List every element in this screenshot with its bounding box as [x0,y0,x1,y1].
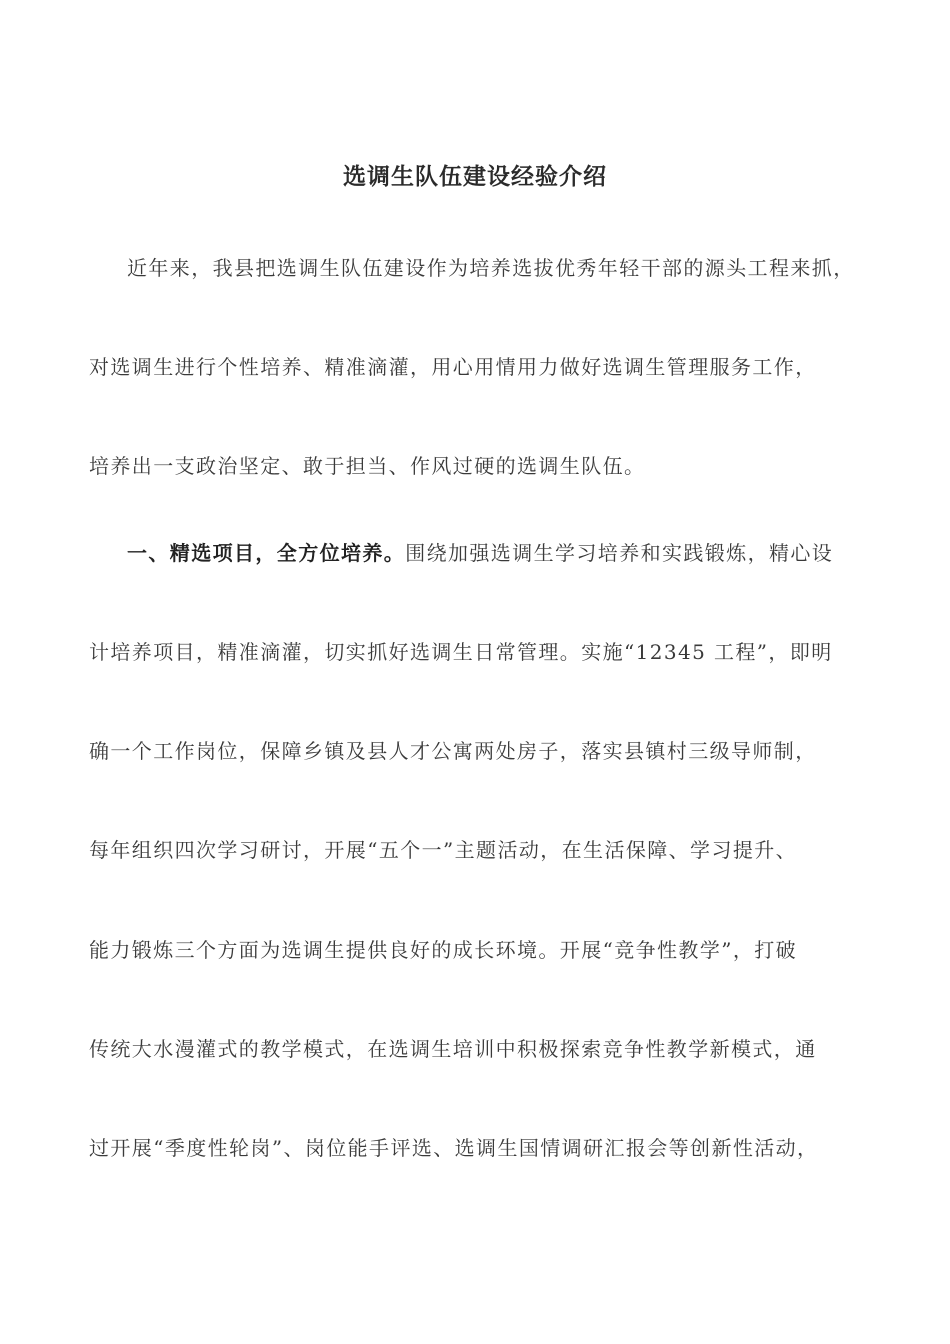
paragraph-line: 能力锻炼三个方面为选调生提供良好的成长环境。开展“竞争性教学”，打破 [89,938,798,962]
section-first-line [127,538,879,568]
paragraph-line: 传统大水漫灌式的教学模式，在选调生培训中积极探索竞争性教学新模式，通 [89,1037,817,1061]
paragraph-line: 确一个工作岗位，保障乡镇及县人才公寓两处房子，落实县镇村三级导师制， [89,739,817,763]
paragraph-line: 近年来，我县把选调生队伍建设作为培养选拔优秀年轻干部的源头工程来抓， [127,256,855,280]
paragraph-line: 计培养项目，精准滴灌，切实抓好选调生日常管理。实施“12345 工程”，即明 [89,640,833,664]
paragraph-line: 培养出一支政治坚定、敢于担当、作风过硬的选调生队伍。 [89,454,646,478]
section-heading: 一、精选项目，全方位培养。 [127,541,406,565]
document-title: 选调生队伍建设经验介绍 [343,163,607,190]
paragraph-line: 过开展“季度性轮岗”、岗位能手评选、选调生国情调研汇报会等创新性活动， [89,1136,819,1160]
paragraph-line: 每年组织四次学习研讨，开展“五个一”主题活动，在生活保障、学习提升、 [89,838,798,862]
section-text: 围绕加强选调生学习培养和实践锻炼，精心设 [405,541,834,565]
paragraph-line: 对选调生进行个性培养、精准滴灌，用心用情用力做好选调生管理服务工作， [89,355,817,379]
